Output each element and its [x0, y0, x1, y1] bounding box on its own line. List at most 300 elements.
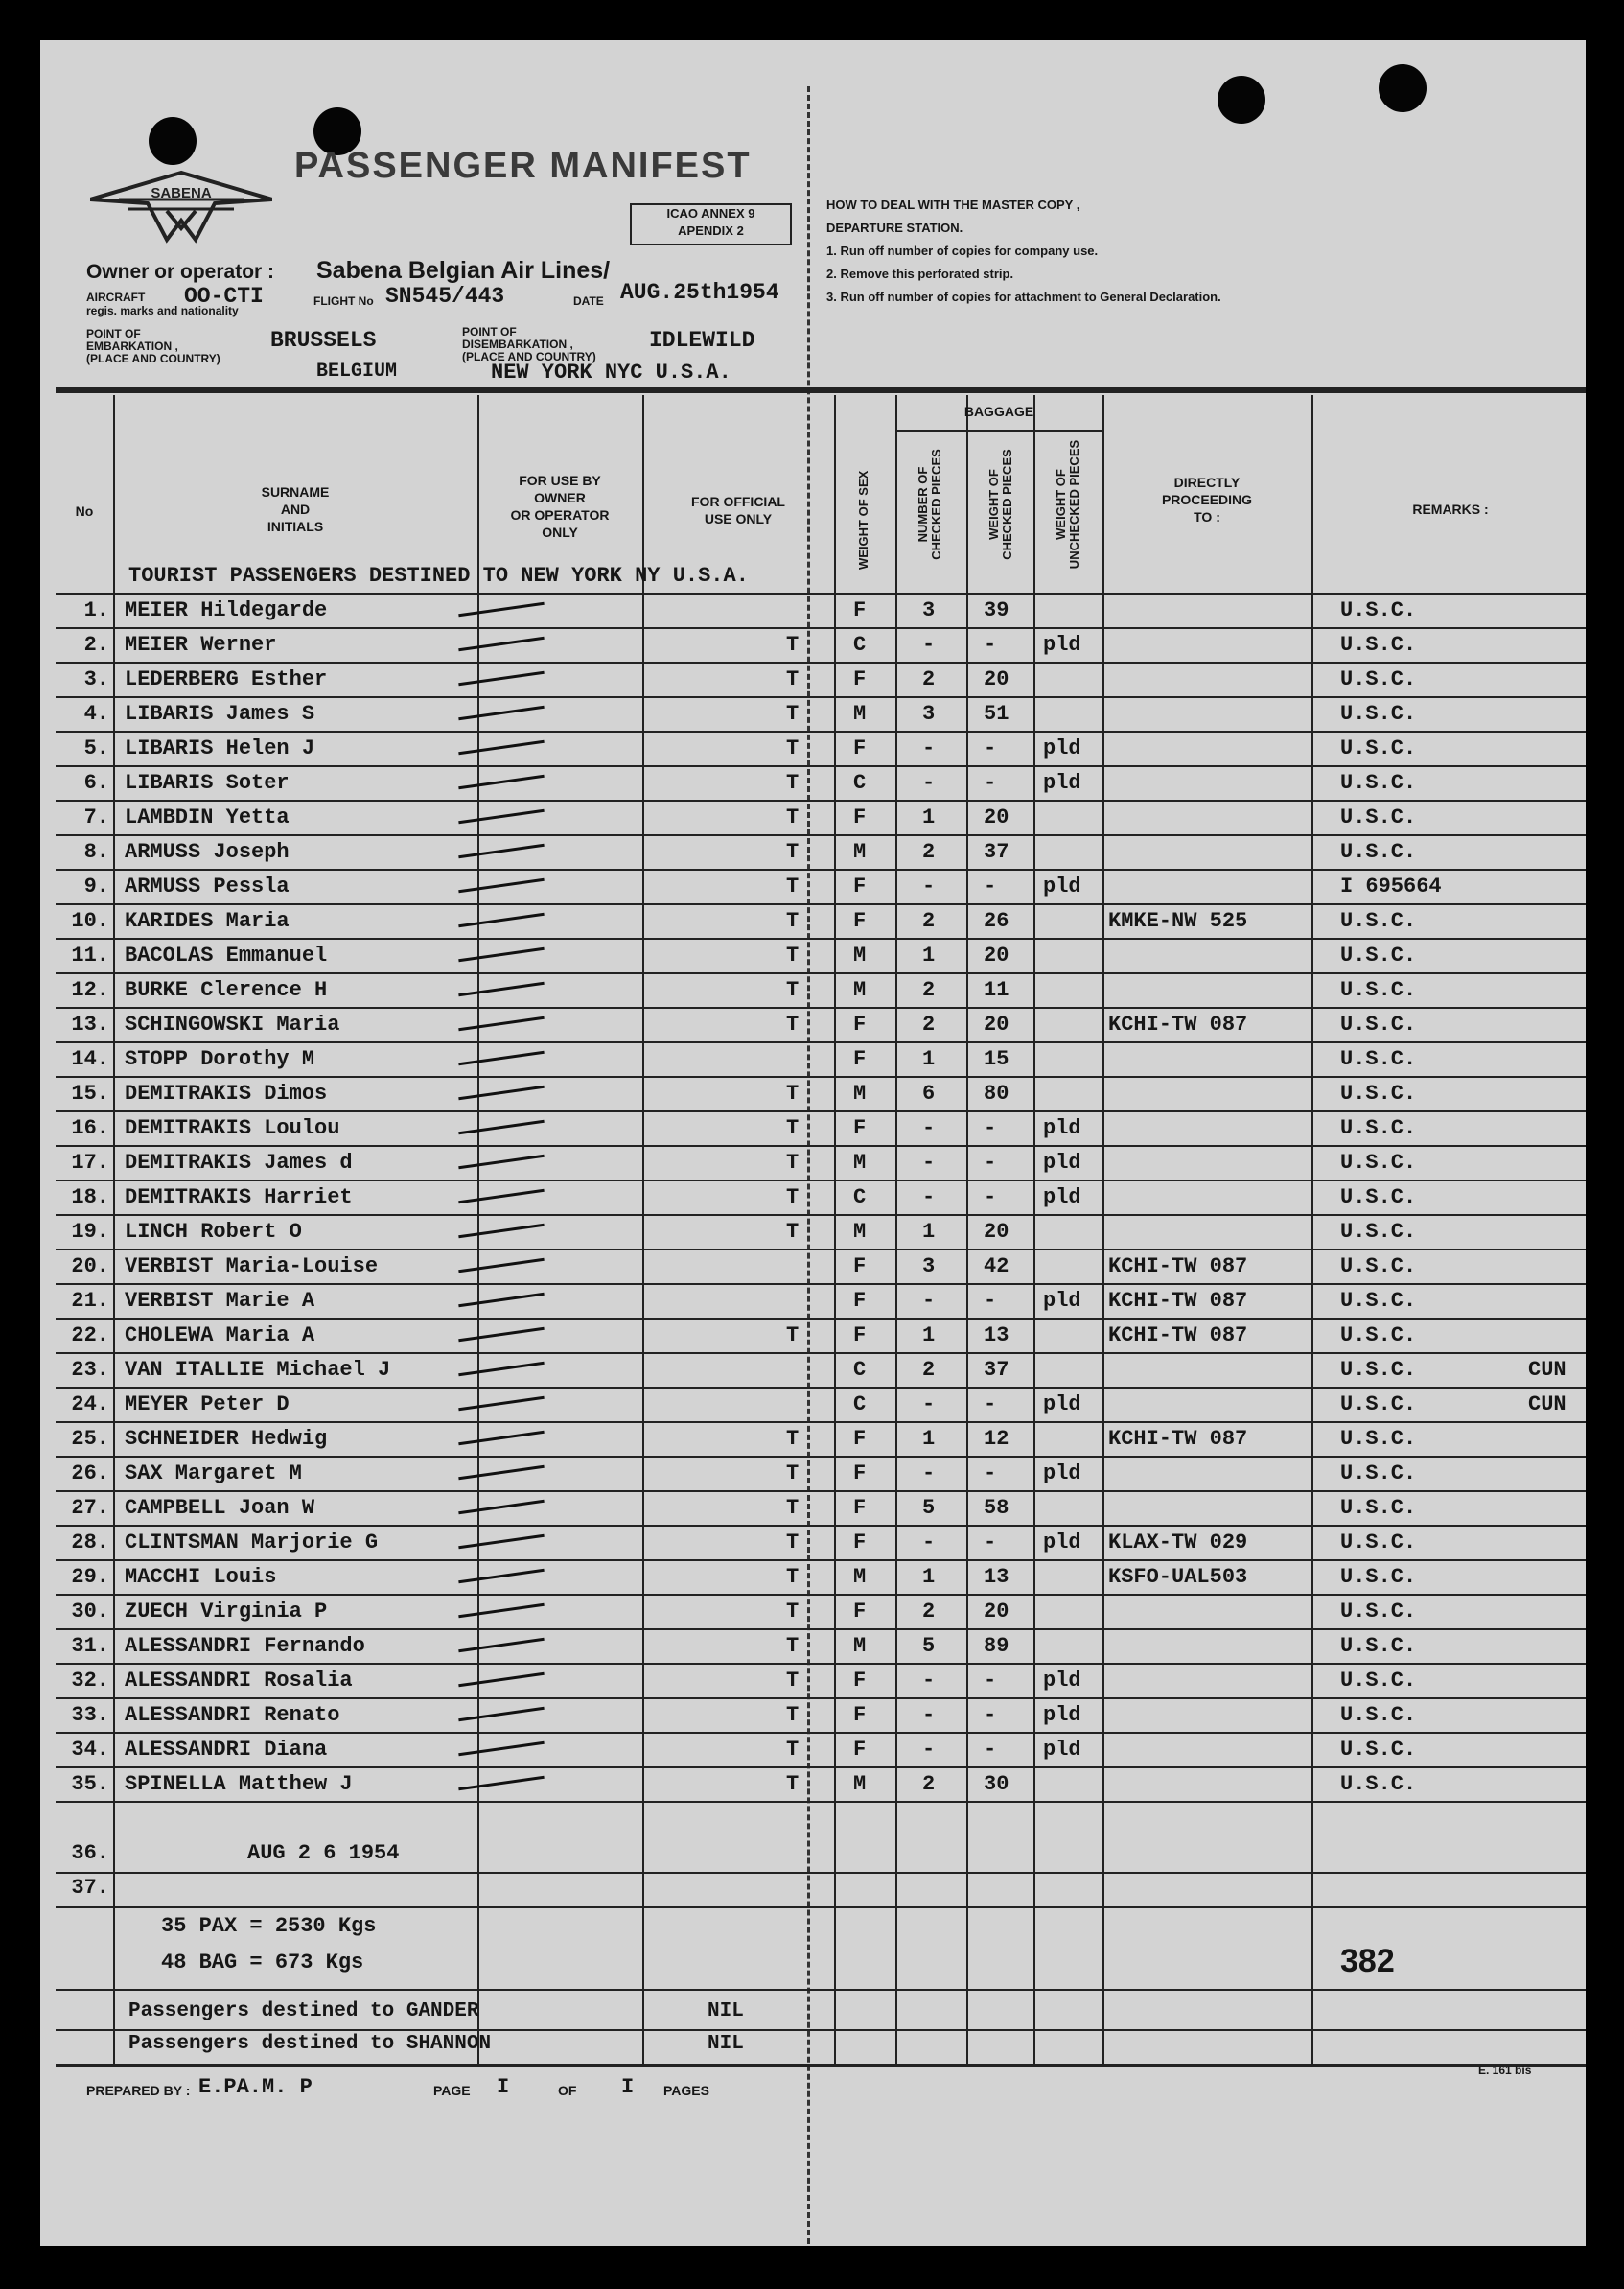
- checked-weight: -: [984, 1151, 997, 1175]
- unchecked-weight: pld: [1043, 1151, 1081, 1175]
- remarks-value: U.S.C.: [1340, 1634, 1417, 1658]
- col-checked-weight: WEIGHT OF CHECKED PIECES: [986, 449, 1014, 560]
- class-mark: T: [786, 1634, 800, 1658]
- table-row: [56, 629, 1586, 664]
- pages-label: PAGES: [663, 2083, 709, 2098]
- remarks-value: U.S.C.: [1340, 1496, 1417, 1520]
- passenger-sex: F: [853, 806, 867, 829]
- table-row: [56, 1561, 1586, 1596]
- flight-label: FLIGHT No: [313, 294, 374, 308]
- row-number: 7.: [83, 806, 109, 829]
- col-surname-line: AND: [280, 502, 311, 517]
- check-mark: [458, 1741, 545, 1756]
- date-stamp: AUG 2 6 1954: [247, 1841, 400, 1865]
- passenger-sex: F: [853, 1013, 867, 1037]
- remarks-value: U.S.C.: [1340, 598, 1417, 622]
- class-mark: T: [786, 1530, 800, 1554]
- table-row: [56, 1009, 1586, 1043]
- check-mark: [458, 1465, 545, 1480]
- table-row: [56, 836, 1586, 871]
- gander-label: Passengers destined to GANDER: [128, 2000, 479, 2022]
- check-mark: [458, 706, 545, 720]
- row-number: 25.: [71, 1427, 109, 1451]
- check-mark: [458, 982, 545, 996]
- date-value: AUG.25th1954: [620, 280, 779, 305]
- passenger-name: ALESSANDRI Diana: [125, 1738, 328, 1762]
- class-mark: T: [786, 1703, 800, 1727]
- checked-pieces: 6: [922, 1082, 936, 1106]
- passenger-name: BURKE Clerence H: [125, 978, 328, 1002]
- checked-weight: 42: [984, 1254, 1009, 1278]
- check-mark: [458, 602, 545, 617]
- checked-weight: -: [984, 1703, 997, 1727]
- check-mark: [458, 1155, 545, 1169]
- remarks-value: I 695664: [1340, 875, 1442, 899]
- passenger-name: DEMITRAKIS Dimos: [125, 1082, 328, 1106]
- remarks-value: U.S.C.: [1340, 1013, 1417, 1037]
- col-sex: WEIGHT OF SEX: [856, 470, 870, 570]
- table-row: [56, 767, 1586, 802]
- owner-label: Owner or operator :: [86, 261, 275, 283]
- onward-flight: KCHI-TW 087: [1108, 1013, 1248, 1037]
- checked-weight: 20: [984, 806, 1009, 829]
- remarks-value: U.S.C.: [1340, 1738, 1417, 1762]
- table-row: [56, 1665, 1586, 1699]
- passenger-sex: M: [853, 978, 867, 1002]
- checked-pieces: 1: [922, 944, 936, 968]
- remarks-value: U.S.C.: [1340, 1254, 1417, 1278]
- passenger-sex: F: [853, 1461, 867, 1485]
- passenger-name: BACOLAS Emmanuel: [125, 944, 328, 968]
- remarks-value: U.S.C.: [1340, 1289, 1417, 1313]
- passenger-name: LINCH Robert O: [125, 1220, 302, 1244]
- checked-pieces: -: [922, 1392, 936, 1416]
- row-number: 15.: [71, 1082, 109, 1106]
- page-label: PAGE: [433, 2083, 471, 2098]
- checked-pieces: 5: [922, 1496, 936, 1520]
- checked-weight: 26: [984, 909, 1009, 933]
- row-divider: [56, 1801, 1586, 1803]
- passenger-name: SPINELLA Matthew J: [125, 1772, 353, 1796]
- of-label: OF: [558, 2083, 577, 2098]
- row-number: 20.: [71, 1254, 109, 1278]
- remarks-value: U.S.C.: [1340, 1323, 1417, 1347]
- table-row: [56, 1181, 1586, 1216]
- class-mark: T: [786, 667, 800, 691]
- passenger-name: CHOLEWA Maria A: [125, 1323, 315, 1347]
- table-row: [56, 1458, 1586, 1492]
- remarks-value: U.S.C.: [1340, 1703, 1417, 1727]
- checked-pieces: -: [922, 1530, 936, 1554]
- check-mark: [458, 775, 545, 789]
- manifest-sheet: [40, 40, 1586, 2246]
- passenger-sex: F: [853, 736, 867, 760]
- check-mark: [458, 740, 545, 755]
- totals-bag: 48 BAG = 673 Kgs: [161, 1950, 364, 1974]
- passenger-sex: M: [853, 1220, 867, 1244]
- passenger-sex: C: [853, 1185, 867, 1209]
- unchecked-weight: pld: [1043, 1116, 1081, 1140]
- row-number: 35.: [71, 1772, 109, 1796]
- remarks-extra: CUN: [1528, 1392, 1566, 1416]
- checked-pieces: 2: [922, 1358, 936, 1382]
- checked-pieces: 2: [922, 1013, 936, 1037]
- section-heading: TOURIST PASSENGERS DESTINED TO NEW YORK NY U.S.A.: [128, 564, 749, 588]
- remarks-value: U.S.C.: [1340, 1530, 1417, 1554]
- passenger-name: CAMPBELL Joan W: [125, 1496, 315, 1520]
- passenger-name: SCHINGOWSKI Maria: [125, 1013, 340, 1037]
- instruction-line: HOW TO DEAL WITH THE MASTER COPY ,: [826, 198, 1080, 212]
- table-row: [56, 1527, 1586, 1561]
- row-number: 6.: [83, 771, 109, 795]
- row-number: 4.: [83, 702, 109, 726]
- embark-place: BRUSSELS: [270, 328, 377, 353]
- instruction-line: 1. Run off number of copies for company use.: [826, 244, 1099, 258]
- passenger-sex: F: [853, 1116, 867, 1140]
- passenger-sex: F: [853, 1289, 867, 1313]
- logo-text: SABENA: [151, 185, 212, 201]
- passenger-sex: F: [853, 1600, 867, 1623]
- check-mark: [458, 1638, 545, 1652]
- passenger-sex: F: [853, 1254, 867, 1278]
- row-number: 19.: [71, 1220, 109, 1244]
- checked-pieces: 1: [922, 806, 936, 829]
- checked-pieces: -: [922, 1151, 936, 1175]
- sabena-logo-icon: [90, 153, 272, 249]
- punch-hole: [1218, 76, 1265, 124]
- check-mark: [458, 1189, 545, 1203]
- remarks-value: U.S.C.: [1340, 1669, 1417, 1693]
- checked-pieces: 2: [922, 978, 936, 1002]
- checked-weight: 58: [984, 1496, 1009, 1520]
- passenger-name: CLINTSMAN Marjorie G: [125, 1530, 379, 1554]
- checked-pieces: -: [922, 771, 936, 795]
- checked-weight: 39: [984, 598, 1009, 622]
- remarks-value: U.S.C.: [1340, 1151, 1417, 1175]
- instruction-line: 2. Remove this perforated strip.: [826, 267, 1014, 281]
- unchecked-weight: pld: [1043, 1461, 1081, 1485]
- table-row: [56, 1389, 1586, 1423]
- table-row: [56, 871, 1586, 905]
- class-mark: T: [786, 1185, 800, 1209]
- passenger-name: LIBARIS Helen J: [125, 736, 315, 760]
- check-mark: [458, 1569, 545, 1583]
- col-baggage: BAGGAGE: [963, 404, 1034, 419]
- remarks-value: U.S.C.: [1340, 806, 1417, 829]
- col-surname-line: INITIALS: [267, 519, 324, 534]
- check-mark: [458, 671, 545, 686]
- table-row: [56, 1078, 1586, 1112]
- remarks-value: U.S.C.: [1340, 909, 1417, 933]
- checked-weight: 80: [984, 1082, 1009, 1106]
- passenger-name: DEMITRAKIS Harriet: [125, 1185, 353, 1209]
- prepared-by-value: E.PA.M. P: [198, 2075, 313, 2099]
- checked-weight: -: [984, 633, 997, 657]
- remarks-value: U.S.C.: [1340, 1082, 1417, 1106]
- page-title: PASSENGER MANIFEST: [294, 146, 752, 186]
- col-owner-line: OR OPERATOR: [510, 507, 610, 523]
- shannon-label: Passengers destined to SHANNON: [128, 2033, 492, 2055]
- col-owner-line: FOR USE BY: [519, 473, 601, 488]
- col-proceeding: [1102, 474, 1311, 526]
- table-row-37: [56, 1872, 1586, 1906]
- remarks-value: U.S.C.: [1340, 1600, 1417, 1623]
- col-unchecked-weight: WEIGHT OF UNCHECKED PIECES: [1054, 439, 1081, 570]
- checked-pieces: -: [922, 1461, 936, 1485]
- icao-annex-box: [630, 203, 792, 245]
- passenger-sex: F: [853, 598, 867, 622]
- check-mark: [458, 1776, 545, 1790]
- class-mark: T: [786, 771, 800, 795]
- row-number: 3.: [83, 667, 109, 691]
- table-row: [56, 974, 1586, 1009]
- passenger-table: [56, 387, 1586, 2075]
- row-number: 9.: [83, 875, 109, 899]
- passenger-name: MACCHI Louis: [125, 1565, 277, 1589]
- table-row: [56, 802, 1586, 836]
- checked-weight: -: [984, 1185, 997, 1209]
- row-number: 22.: [71, 1323, 109, 1347]
- checked-pieces: -: [922, 1289, 936, 1313]
- checked-pieces: -: [922, 1116, 936, 1140]
- table-row: [56, 1734, 1586, 1768]
- table-row: [56, 595, 1586, 629]
- table-row: [56, 1250, 1586, 1285]
- instruction-line: 3. Run off number of copies for attachment to General Declaration.: [826, 290, 1221, 304]
- class-mark: T: [786, 1565, 800, 1589]
- col-remarks: REMARKS :: [1412, 502, 1489, 517]
- class-mark: T: [786, 702, 800, 726]
- row-number: 30.: [71, 1600, 109, 1623]
- remarks-value: U.S.C.: [1340, 978, 1417, 1002]
- table-row: [56, 1768, 1586, 1803]
- table-row: [56, 1216, 1586, 1250]
- passenger-name: ARMUSS Joseph: [125, 840, 290, 864]
- class-mark: T: [786, 736, 800, 760]
- onward-flight: KCHI-TW 087: [1108, 1289, 1248, 1313]
- passenger-name: ALESSANDRI Rosalia: [125, 1669, 353, 1693]
- date-label: DATE: [573, 294, 604, 308]
- passenger-name: ARMUSS Pessla: [125, 875, 290, 899]
- unchecked-weight: pld: [1043, 736, 1081, 760]
- row-number: 13.: [71, 1013, 109, 1037]
- checked-weight: 13: [984, 1565, 1009, 1589]
- check-mark: [458, 1534, 545, 1549]
- owner-value: Sabena Belgian Air Lines/: [316, 257, 611, 284]
- table-row: [56, 1043, 1586, 1078]
- class-mark: T: [786, 978, 800, 1002]
- passenger-name: ZUECH Virginia P: [125, 1600, 328, 1623]
- table-row: [56, 1699, 1586, 1734]
- class-mark: T: [786, 1427, 800, 1451]
- disembark-label-line: (PLACE AND COUNTRY): [462, 350, 596, 363]
- col-official-use: [642, 493, 834, 527]
- row-number: 2.: [83, 633, 109, 657]
- check-mark: [458, 913, 545, 927]
- row-number: 31.: [71, 1634, 109, 1658]
- checked-weight: 20: [984, 1013, 1009, 1037]
- passenger-name: LEDERBERG Esther: [125, 667, 328, 691]
- class-mark: T: [786, 875, 800, 899]
- checked-pieces: -: [922, 1669, 936, 1693]
- unchecked-weight: pld: [1043, 1185, 1081, 1209]
- col-proceeding-line: DIRECTLY: [1173, 475, 1241, 490]
- passenger-name: LAMBDIN Yetta: [125, 806, 290, 829]
- checked-weight: 30: [984, 1772, 1009, 1796]
- checked-pieces: 2: [922, 667, 936, 691]
- class-mark: T: [786, 1013, 800, 1037]
- passenger-sex: M: [853, 1151, 867, 1175]
- checked-weight: -: [984, 1392, 997, 1416]
- onward-flight: KCHI-TW 087: [1108, 1427, 1248, 1451]
- class-mark: T: [786, 944, 800, 968]
- col-official-line: USE ONLY: [704, 511, 773, 526]
- checked-weight: -: [984, 1116, 997, 1140]
- table-row: [56, 1423, 1586, 1458]
- checked-weight: 11: [984, 978, 1009, 1002]
- table-row: [56, 1354, 1586, 1389]
- row-number: 27.: [71, 1496, 109, 1520]
- flight-value: SN545/443: [385, 284, 505, 309]
- checked-weight: 20: [984, 1600, 1009, 1623]
- remarks-value: U.S.C.: [1340, 667, 1417, 691]
- check-mark: [458, 947, 545, 962]
- table-row: [56, 698, 1586, 733]
- checked-pieces: 2: [922, 840, 936, 864]
- col-pieces: NUMBER OF CHECKED PIECES: [916, 449, 943, 560]
- embark-country: BELGIUM: [316, 361, 398, 383]
- embark-label-line: (PLACE AND COUNTRY): [86, 352, 220, 365]
- disembark-label: [462, 326, 596, 363]
- class-mark: T: [786, 1220, 800, 1244]
- checked-pieces: -: [922, 1738, 936, 1762]
- passenger-sex: F: [853, 1323, 867, 1347]
- passenger-sex: C: [853, 1392, 867, 1416]
- row-number: 18.: [71, 1185, 109, 1209]
- row-number: 23.: [71, 1358, 109, 1382]
- col-no: No: [75, 503, 94, 519]
- check-mark: [458, 844, 545, 858]
- passenger-name: DEMITRAKIS James d: [125, 1151, 353, 1175]
- col-proceeding-line: PROCEEDING: [1161, 492, 1253, 507]
- checked-pieces: 1: [922, 1427, 936, 1451]
- unchecked-weight: pld: [1043, 633, 1081, 657]
- passenger-name: MEIER Hildegarde: [125, 598, 328, 622]
- class-mark: T: [786, 633, 800, 657]
- passenger-name: LIBARIS Soter: [125, 771, 290, 795]
- unchecked-weight: pld: [1043, 875, 1081, 899]
- check-mark: [458, 1362, 545, 1376]
- embark-label-line: POINT OF: [86, 327, 141, 340]
- row-number: 5.: [83, 736, 109, 760]
- checked-pieces: -: [922, 1703, 936, 1727]
- table-row: [56, 940, 1586, 974]
- check-mark: [458, 1603, 545, 1618]
- table-row: [56, 1596, 1586, 1630]
- totals-pax: 35 PAX = 2530 Kgs: [161, 1914, 377, 1938]
- col-surname-line: SURNAME: [261, 484, 330, 500]
- table-row: [56, 1147, 1586, 1181]
- check-mark: [458, 1016, 545, 1031]
- passenger-sex: M: [853, 1634, 867, 1658]
- check-mark: [458, 1086, 545, 1100]
- disembark-country: NEW YORK NYC U.S.A.: [491, 361, 731, 385]
- check-mark: [458, 1396, 545, 1411]
- check-mark: [458, 1258, 545, 1273]
- passenger-sex: M: [853, 702, 867, 726]
- class-mark: T: [786, 1151, 800, 1175]
- checked-weight: 37: [984, 840, 1009, 864]
- checked-weight: -: [984, 1738, 997, 1762]
- unchecked-weight: pld: [1043, 1669, 1081, 1693]
- passenger-sex: F: [853, 1703, 867, 1727]
- class-mark: T: [786, 806, 800, 829]
- remarks-value: U.S.C.: [1340, 1358, 1417, 1382]
- unchecked-weight: pld: [1043, 1738, 1081, 1762]
- passenger-name: ALESSANDRI Fernando: [125, 1634, 365, 1658]
- instruction-line: DEPARTURE STATION.: [826, 221, 963, 235]
- passenger-name: VERBIST Marie A: [125, 1289, 315, 1313]
- class-mark: T: [786, 1772, 800, 1796]
- checked-pieces: 5: [922, 1634, 936, 1658]
- passenger-sex: F: [853, 1530, 867, 1554]
- class-mark: T: [786, 1323, 800, 1347]
- remarks-value: U.S.C.: [1340, 1116, 1417, 1140]
- table-row: [56, 1320, 1586, 1354]
- row-number: 12.: [71, 978, 109, 1002]
- check-mark: [458, 1051, 545, 1065]
- unchecked-weight: pld: [1043, 1703, 1081, 1727]
- passenger-sex: F: [853, 1496, 867, 1520]
- passenger-name: VAN ITALLIE Michael J: [125, 1358, 391, 1382]
- remarks-value: U.S.C.: [1340, 944, 1417, 968]
- checked-weight: 20: [984, 1220, 1009, 1244]
- passenger-sex: F: [853, 875, 867, 899]
- col-owner-use: [477, 472, 642, 541]
- checked-weight: -: [984, 1461, 997, 1485]
- class-mark: T: [786, 1496, 800, 1520]
- checked-pieces: 1: [922, 1047, 936, 1071]
- check-mark: [458, 637, 545, 651]
- checked-pieces: -: [922, 1185, 936, 1209]
- disembark-place: IDLEWILD: [649, 328, 755, 353]
- check-mark: [458, 1672, 545, 1687]
- passenger-name: VERBIST Maria-Louise: [125, 1254, 379, 1278]
- aircraft-label: AIRCRAFT: [86, 291, 146, 304]
- row-number: 10.: [71, 909, 109, 933]
- checked-pieces: 1: [922, 1565, 936, 1589]
- table-row: [56, 1285, 1586, 1320]
- checked-pieces: 2: [922, 1772, 936, 1796]
- checked-pieces: 3: [922, 702, 936, 726]
- checked-weight: -: [984, 875, 997, 899]
- row-number: 33.: [71, 1703, 109, 1727]
- class-mark: T: [786, 840, 800, 864]
- prepared-by-label: PREPARED BY :: [86, 2083, 191, 2098]
- checked-weight: -: [984, 1530, 997, 1554]
- checked-weight: 12: [984, 1427, 1009, 1451]
- class-mark: T: [786, 1669, 800, 1693]
- passenger-sex: F: [853, 1738, 867, 1762]
- check-mark: [458, 809, 545, 824]
- remarks-value: U.S.C.: [1340, 1772, 1417, 1796]
- unchecked-weight: pld: [1043, 771, 1081, 795]
- unchecked-weight: pld: [1043, 1530, 1081, 1554]
- remarks-extra: CUN: [1528, 1358, 1566, 1382]
- row-number: 21.: [71, 1289, 109, 1313]
- remarks-value: U.S.C.: [1340, 702, 1417, 726]
- checked-weight: 13: [984, 1323, 1009, 1347]
